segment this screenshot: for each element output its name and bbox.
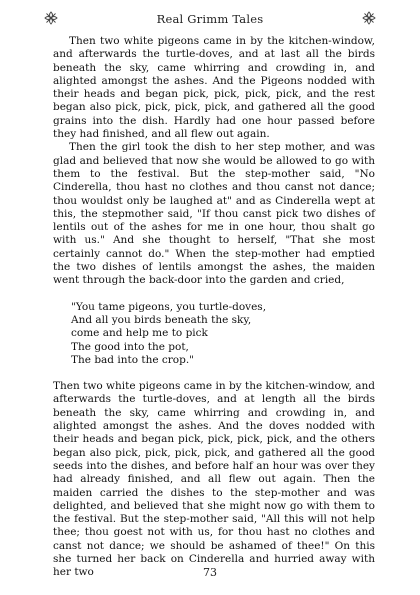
floral-ornament-icon	[361, 10, 377, 26]
verse-line: come and help me to pick	[71, 327, 208, 340]
verse-block	[71, 301, 375, 367]
book-title: Real Grimm Tales	[156, 12, 264, 26]
paragraph-3: Then two white pigeons came in by the kitchen-window, and afterwards the turtle-doves, and at length all the birds beneath the sky, came whirring and crowding in, and alighted amongst the ashes. And the doves nodded with their heads and began pick, pick, pick, pick, and the others began also pick, pick, pick, pick, and gathered all the good seeds into the dishes, and before half an hour was over they had already finished, and all flew out again. Then the maiden carried the dishes to the step-mother and was delighted, and believed that she might now go with them to the festival. But the step-mother said, "All this will not help thee; thou goest not with us, for thou hast no clothes and canst not dance; we should be ashamed of thee!" On this she turned her back on Cinderella and hurried away with her two	[53, 380, 375, 579]
verse-line: The good into the pot,	[71, 340, 189, 353]
paragraph-1: Then two white pigeons came in by the kitchen-window, and afterwards the turtle-doves, and at last all the birds beneath the sky, came whirring and crowding in, and alighted amongst the ashes. And the Pigeons nodded with their heads and began pick, pick, pick, pick, and the rest began also pick, pick, pick, pick, and gathered all the good grains into the dish. Hardly had one hour passed before they had finished, and all flew out again.	[53, 35, 375, 141]
running-header	[0, 8, 420, 28]
paragraph-2: Then the girl took the dish to her step mother, and was glad and believed that now she would be allowed to go with them to the festival. But the step-mother said, "No Cinderella, thou hast no clothes and thou canst not dance; thou wouldst only be laughed at" and as Cinderella wept at this, the stepmother said, "If thou canst pick two dishes of lentils out of the ashes for me in one hour, thou shalt go with us." And she thought to herself, "That she most certainly cannot do." When the step-mother had emptied the two dishes of lentils amongst the ashes, the maiden went through the back-door into the garden and cried,	[53, 141, 375, 287]
verse-line: And all you birds beneath the sky,	[71, 313, 252, 326]
page-number: 73	[203, 566, 217, 579]
verse-line: "You tame pigeons, you turtle-doves,	[71, 300, 267, 313]
floral-ornament-icon	[43, 10, 59, 26]
page-body	[53, 35, 375, 580]
verse-line: The bad into the crop."	[71, 353, 195, 366]
